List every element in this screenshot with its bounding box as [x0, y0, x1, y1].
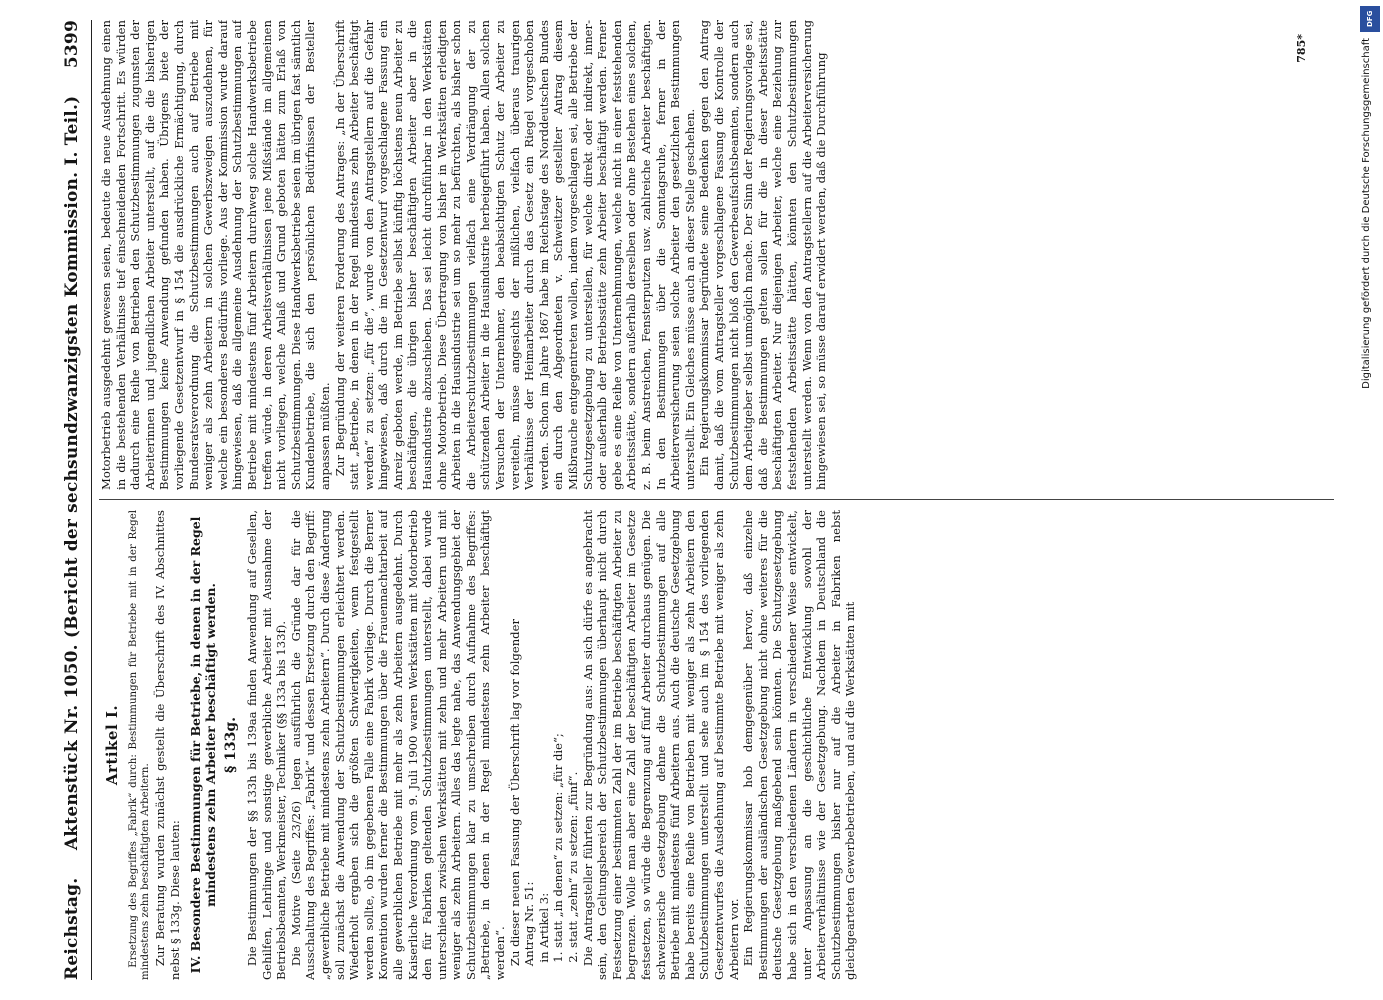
antrag-label: Antrag Nr. 51: [522, 881, 537, 967]
paragraph: Die Bestimmungen der §§ 133h bis 139aa finden Anwendung auf Gesellen, Gehilfen, Lehrlinge und sonstige gewerbliche Arbeiter mit Ausnahme der Betriebsbeamten, Werkmeister, Techniker (§§ 133a bis 133f). [244, 510, 289, 980]
header-rule [91, 20, 92, 980]
list-item: in Artikel 3: [536, 892, 551, 963]
signature-mark: 785* [1295, 34, 1308, 63]
antrag-list [537, 510, 581, 980]
paragraph-sign: § 133g. [223, 716, 240, 774]
list-item: 2. statt „zehn“ zu setzen: „fünf“. [566, 771, 581, 963]
page-content [55, 20, 1345, 980]
intro-note: Ersetzung des Begriffes „Fabrik“ durch: Bestimmungen für Betriebe mit in der Regel mindestens zehn beschäftigten Arbeitern. [127, 510, 152, 980]
right-column [99, 20, 1334, 490]
paragraph: Ein Regierungskommissar hob demgegenüber hervor, daß einzelne Bestimmungen der ausländischen Gesetzgebung nicht ohne weiteres für die deutsche Gesetzgebung maßgebend sein könnten. Die Schutzgesetzgebung habe sich in den verschiedenen Ländern in verschiedener Weise entwickelt, unter Anpassung an die geschichtliche Entwicklung sowohl der Arbeiterverhältnisse wie der Gesetzgebung. Nachdem in Deutschland die Schutzbestimmungen bisher nur auf die Arbeiter in Fabriken nebst gleichgearteten Gewerbebetrieben, und auf die Werkstätten mit [741, 510, 858, 980]
digitization-credit: Digitalisierung gefördert durch die Deutsche Forschungsgemeinschaft [1361, 38, 1372, 389]
paragraph: Zu dieser neuen Fassung der Überschrift lag vor folgender [507, 619, 522, 967]
paragraph: Zur Beratung wurden zunächst gestellt die Überschrift des IV. Abschnittes nebst § 133g. Diese lauten: [153, 510, 182, 980]
article-title: Artikel I. [103, 704, 121, 786]
paragraph: Motorbetrieb ausgedehnt gewesen seien, bedeute die neue Ausdehnung einen in die bestehenden Verhältnisse tief einschneidenden Fortschritt. Es würden dadurch eine Reihe von Betrieben den Schutzbestimmungen zugunsten der Arbeiterinnen und jugendlichen Arbeiter unterstellt, auf die die bisherigen Bestimmungen keine Anwendung gefunden haben. Übrigens biete der vorliegende Gesetzentwurf in § 154 die ausdrückliche Ermächtigung, durch Bundesratsverordnung die Schutzbestimmungen auch auf Betriebe mit weniger als zehn Arbeitern in solchen Gewerbszweigen auszudehnen, für welche ein besonderes Bedürfnis vorliege. Aus der Kommission wurde darauf hingewiesen, daß die allgemeine Ausdehnung der Schutzbestimmungen auf Betriebe mit mindestens fünf Arbeitern durchweg solche Handwerksbetriebe treffen würde, in deren Arbeitsverhältnissen jene Mißstände im allgemeinen nicht vorliegen, welche Anlaß und Grund geboten hätten zum Erlaß von Schutzbestimmungen. Diese Handwerksbetriebe seien im übrigen fast sämtlich Kundenbetriebe, die sich den persönlichen Bedürfnissen der Besteller anpassen müßten. [99, 20, 332, 490]
page-header [55, 20, 89, 980]
header-left: Reichstag. [62, 877, 82, 980]
page-number: 5399 [62, 20, 82, 69]
list-item: 1. statt „in denen“ zu setzen: „für die“; [551, 733, 566, 963]
paragraph: Ein Regierungskommissar begründete seine Bedenken gegen den Antrag damit, daß die vom Antragsteller vorgeschlagene Fassung die Kontrolle der Schutzbestimmungen nicht bloß den Gewerbeaufsichtsbeamten, sondern auch dem Arbeitgeber selbst unmöglich mache. Der Sinn der Regierungsvorlage sei, daß die Bestimmungen gelten sollen für die in dieser Arbeitsstätte beschäftigten Arbeiter. Nur diejenigen Arbeiter, welche eine Beziehung zur feststehenden Arbeitsstätte hätten, könnten den Schutzbestimmungen unterstellt werden. Wenn von den Antragstellern auf die Arbeiterversicherung hingewiesen sei, so müsse darauf erwidert werden, daß die Durchführung [697, 20, 829, 490]
paragraph: Zur Begründung der weiteren Forderung des Antrages: „In der Überschrift statt „Betriebe, in denen in der Regel mindestens zehn Arbeiter beschäftigt werden“ zu setzen: „für die“, wurde von den Antragstellern auf die Gefahr hingewiesen, daß durch die im Gesetzentwurf vorgeschlagene Fassung ein Anreiz geboten werde, im Betriebe selbst künftig höchstens neun Arbeiter zu beschäftigen, die übrigen bisher beschäftigten Arbeiter aber in die Hausindustrie abzuschieben. Das sei leicht durchführbar in den Werkstätten ohne Motorbetrieb. Diese Übertragung von bisher in Werkstätten erledigten Arbeiten in die Hausindustrie sei um so mehr zu befürchten, als bisher schon die Arbeiterschutzbestimmungen vielfach eine Verdrängung der zu schützenden Arbeiter in die Hausindustrie herbeigeführt haben. Allen solchen Versuchen der Unternehmer, den beabsichtigten Schutz der Arbeiter zu vereiteln, müsse angesichts der mißlichen, vielfach überaus traurigen Verhältnisse der Heimarbeiter durch das Gesetz ein Riegel vorgeschoben werden. Schon im Jahre 1867 habe im Reichstage des Norddeutschen Bundes ein durch den Abgeordneten v. Schweitzer gestellter Antrag diesem Mißbrauche entgegentreten wollen, indem vorgeschlagen sei, alle Betriebe der Schutzgesetzgebung zu unterstellen, für welche direkt oder indirekt, inner- oder außerhalb der Betriebsstätte zehn Arbeiter beschäftigt werden. Ferner gebe es eine Reihe von Unternehmungen, welche nicht in einer feststehenden Arbeitsstätte, sondern außerhalb derselben oder ohne Bestehen eines solchen, z. B. beim Anstreichen, Fensterputzen usw. zahlreiche Arbeiter beschäftigen. In den Bestimmungen über die Sonntagsruhe, ferner in der Arbeiterversicherung seien solche Arbeiter den gesetzlichen Bestimmungen unterstellt. Ein Gleiches müsse auch an dieser Stelle geschehen. [332, 20, 697, 490]
header-title: Aktenstück Nr. 1050. (Bericht der sechsundzwanzigsten Kommission. I. Teil.) [62, 95, 82, 851]
paragraph: Die Motive (Seite 23/26) legen ausführlich die Gründe dar für die Ausschaltung des Begriffes: „Fabrik“ und dessen Ersetzung durch den Begriff: „gewerbliche Betriebe mit mindestens zehn Arbeitern“. Durch diese Änderung soll zunächst die Anwendung der Schutzbestimmungen erleichtert werden. Wiederholt ergaben sich die größten Schwierigkeiten, wenn festgestellt werden sollte, ob im gegebenen Falle eine Fabrik vorliege. Durch die Berner Konvention wurden ferner die Bestimmungen über die Frauennachtarbeit auf alle gewerblichen Betriebe mit mehr als zehn Arbeitern ausgedehnt. Durch Kaiserliche Verordnung vom 9. Juli 1900 waren Werkstätten mit Motorbetrieb den für Fabriken geltenden Schutzbestimmungen unterstellt, dabei wurde unterschieden zwischen Werkstätten mit zehn und mehr Arbeitern und mit weniger als zehn Arbeitern. Alles das legte nahe, das Anwendungsgebiet der Schutzbestimmungen klar zu umschreiben durch Aufnahme des Begriffes: „Betriebe, in denen in der Regel mindestens zehn Arbeiter beschäftigt werden“. [288, 510, 508, 980]
section-heading: IV. Besondere Bestimmungen für Betriebe, in denen in der Regel mindestens zehn Arbeiter beschäftigt werden. [188, 516, 219, 974]
paragraph: Die Antragsteller führten zur Begründung aus: An sich dürfe es angebracht sein, den Geltungsbereich der Schutzbestimmungen überhaupt nicht durch Festsetzung einer bestimmten Zahl der im Betriebe beschäftigten Arbeiter zu begrenzen. Wolle man aber eine Zahl der beschäftigten Arbeiter im Gesetze festsetzen, so würde die Begrenzung auf fünf Arbeiter durchaus genügen. Die schweizerische Gesetzgebung dehne die Schutzbestimmungen auf alle Betriebe mit mindestens fünf Arbeitern aus. Auch die deutsche Gesetzgebung habe bereits eine Reihe von Betrieben mit weniger als zehn Arbeitern den Schutzbestimmungen unterstellt und sehe auch im § 154 des vorliegenden Gesetzentwurfes die Ausdehnung auf bestimmte Betriebe mit weniger als zehn Arbeitern vor. [580, 510, 741, 980]
dfg-logo: DFG [1360, 6, 1380, 32]
column-divider [99, 499, 1334, 500]
left-column [99, 510, 1334, 980]
digitization-sidebar [1357, 0, 1383, 1000]
